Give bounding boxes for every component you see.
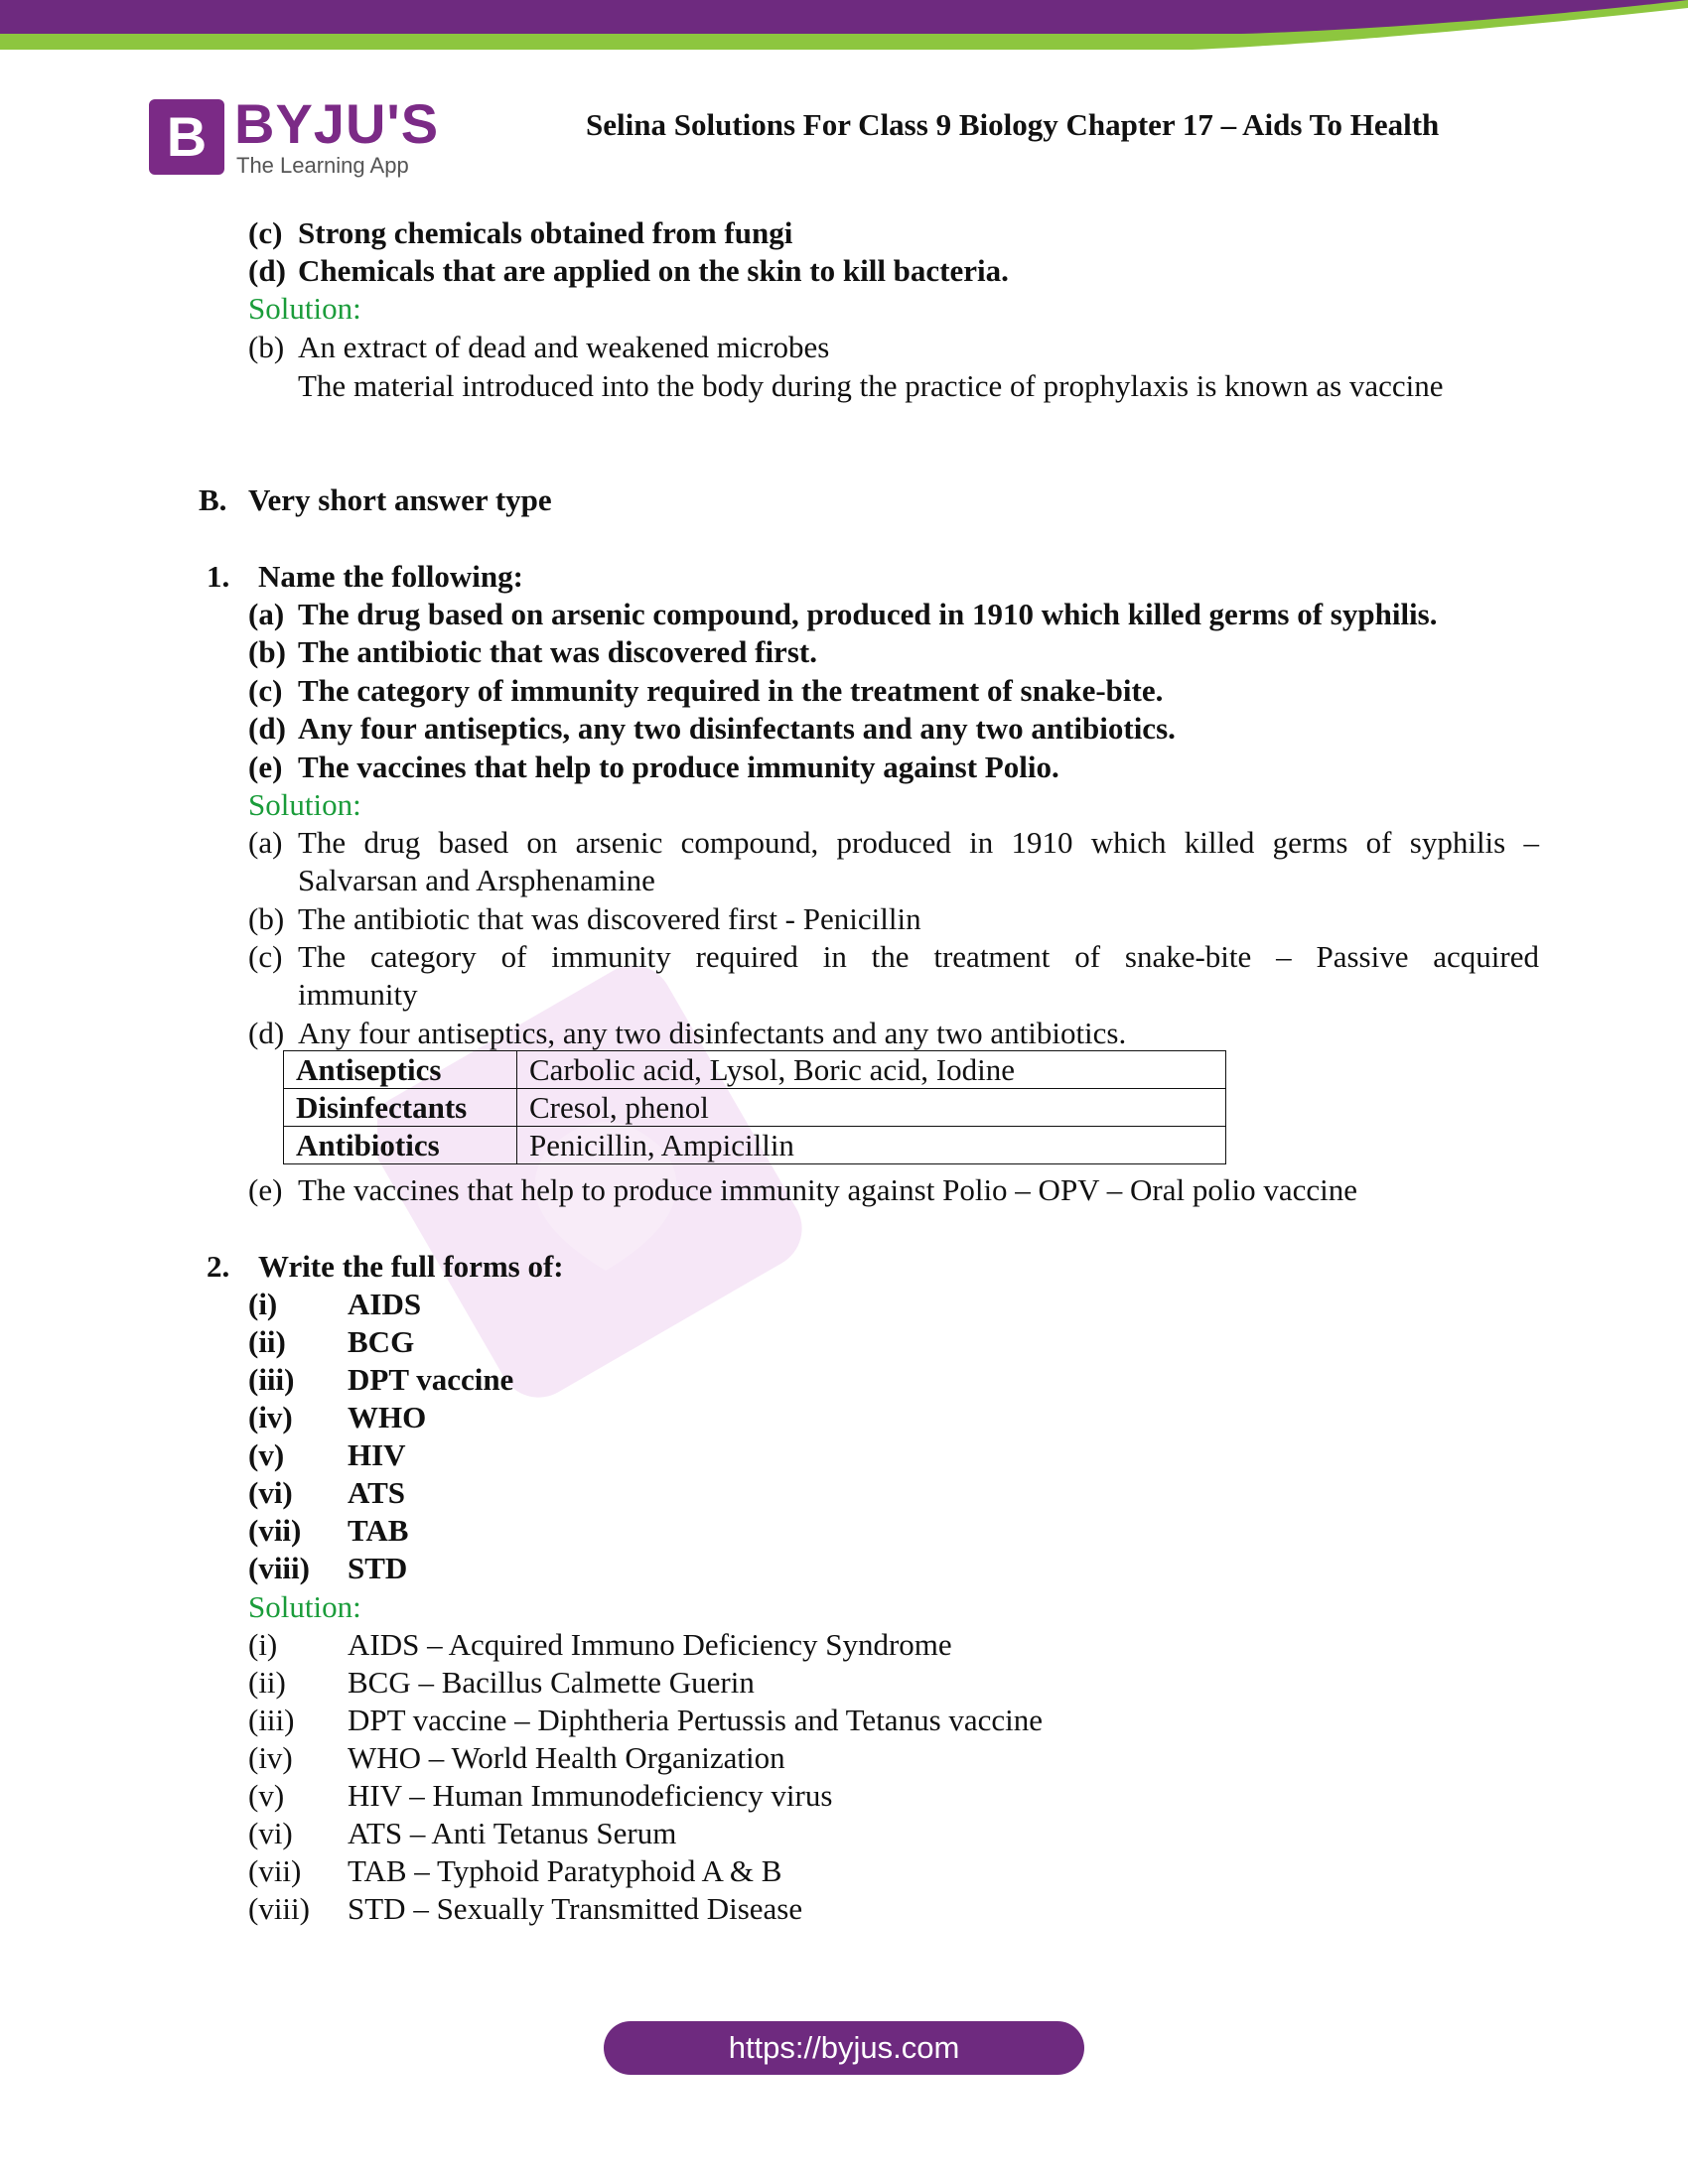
q1-item-c: (c) The category of immunity required in the treatment of snake-bite. <box>248 673 1164 708</box>
q1-answer-a: (a) The drug based on arsenic compound, produced in 1910 which killed germs of syphilis – <box>248 825 1539 860</box>
list-item: (vi) ATS – Anti Tetanus Serum <box>248 1816 677 1850</box>
q1-answer-b: (b) The antibiotic that was discovered first - Penicillin <box>248 901 921 936</box>
q1-answer-c: (c) The category of immunity required in the treatment of snake-bite – Passive acquired <box>248 939 1539 974</box>
solution-label: Solution: <box>248 787 361 822</box>
byjus-logo <box>149 92 440 181</box>
list-item: (vii) TAB <box>248 1513 409 1548</box>
antiseptics-table <box>283 1050 1226 1164</box>
question-2-title: 2. Write the full forms of: <box>207 1249 564 1284</box>
question-option-c: (c) Strong chemicals obtained from fungi <box>248 215 793 250</box>
table-cell: Antiseptics <box>284 1051 517 1089</box>
list-item: (viii) STD <box>248 1551 408 1585</box>
table-row <box>284 1127 1226 1164</box>
list-item: (viii) STD – Sexually Transmitted Disease <box>248 1891 803 1926</box>
answer-note: The material introduced into the body during the practice of prophylaxis is known as vaccine <box>298 368 1444 403</box>
list-item: (iii) DPT vaccine <box>248 1362 514 1397</box>
q1-answer-d: (d) Any four antiseptics, any two disinfectants and any two antibiotics. <box>248 1016 1127 1050</box>
q1-item-e: (e) The vaccines that help to produce immunity against Polio. <box>248 750 1059 784</box>
table-cell: Carbolic acid, Lysol, Boric acid, Iodine <box>517 1051 1226 1089</box>
brand-tagline: The Learning App <box>236 153 409 178</box>
website-link[interactable]: https://byjus.com <box>604 2021 1084 2075</box>
q1-answer-e: (e) The vaccines that help to produce immunity against Polio – OPV – Oral polio vaccine <box>248 1172 1357 1207</box>
list-item: (vii) TAB – Typhoid Paratyphoid A & B <box>248 1853 782 1888</box>
q1-item-d: (d) Any four antiseptics, any two disinfectants and any two antibiotics. <box>248 711 1176 746</box>
table-cell: Cresol, phenol <box>517 1089 1226 1127</box>
solution-label: Solution: <box>248 1589 361 1624</box>
list-item: (iv) WHO – World Health Organization <box>248 1740 785 1775</box>
q1-answer-a-cont: Salvarsan and Arsphenamine <box>298 863 655 897</box>
section-heading: B. Very short answer type <box>199 482 552 517</box>
q1-answer-c-cont: immunity <box>298 977 418 1012</box>
table-row <box>284 1051 1226 1089</box>
list-item: (v) HIV – Human Immunodeficiency virus <box>248 1778 833 1813</box>
list-item: (i) AIDS – Acquired Immuno Deficiency Syndrome <box>248 1627 952 1662</box>
list-item: (iv) WHO <box>248 1400 427 1434</box>
list-item: (vi) ATS <box>248 1475 406 1510</box>
q1-item-a: (a) The drug based on arsenic compound, produced in 1910 which killed germs of syphilis. <box>248 597 1438 631</box>
q1-item-b: (b) The antibiotic that was discovered first. <box>248 634 817 669</box>
list-item: (ii) BCG – Bacillus Calmette Guerin <box>248 1665 755 1700</box>
question-1-title: 1. Name the following: <box>207 559 523 594</box>
answer-b: (b) An extract of dead and weakened microbes <box>248 330 830 364</box>
list-item: (iii) DPT vaccine – Diphtheria Pertussis and Tetanus vaccine <box>248 1703 1044 1737</box>
solution-label: Solution: <box>248 291 361 326</box>
logo-letter: B <box>166 105 208 168</box>
question-option-d: (d) Chemicals that are applied on the skin to kill bacteria. <box>248 253 1009 288</box>
page-title: Selina Solutions For Class 9 Biology Chapter 17 – Aids To Health <box>586 107 1440 142</box>
table-row <box>284 1089 1226 1127</box>
list-item: (v) HIV <box>248 1437 406 1472</box>
table-cell: Penicillin, Ampicillin <box>517 1127 1226 1164</box>
list-item: (i) AIDS <box>248 1287 422 1321</box>
header-band <box>0 0 1688 60</box>
table-cell: Antibiotics <box>284 1127 517 1164</box>
table-cell: Disinfectants <box>284 1089 517 1127</box>
list-item: (ii) BCG <box>248 1324 415 1359</box>
brand-name: BYJU'S <box>234 92 440 155</box>
